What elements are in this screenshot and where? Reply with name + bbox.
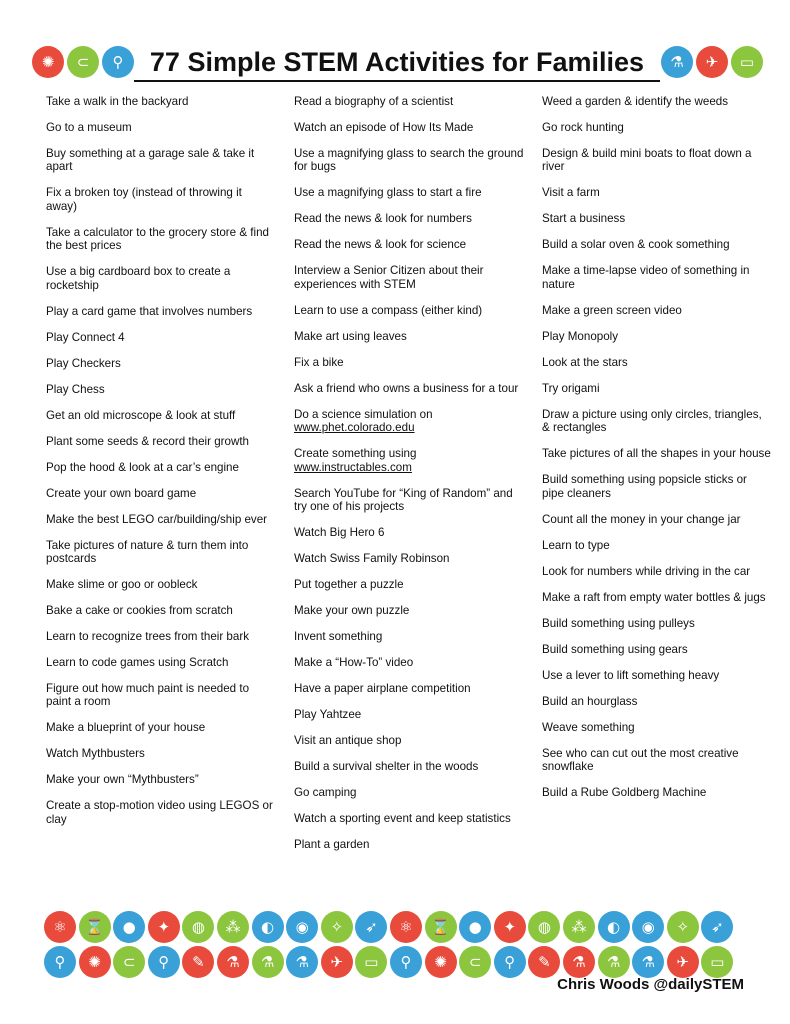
chalkboard-icon: [731, 46, 763, 78]
test-tube-icon: [661, 46, 693, 78]
author-credit: Chris Woods @dailySTEM: [557, 976, 744, 993]
activity-item: [542, 121, 772, 134]
activity-item: [542, 747, 772, 774]
activity-item: [542, 447, 772, 460]
activity-item: [294, 330, 524, 343]
activity-text: Look at the stars: [542, 355, 628, 369]
activity-item: [294, 838, 524, 851]
activity-item: [294, 304, 524, 317]
lightbulb-icon: [148, 911, 180, 943]
activity-text: Watch a sporting event and keep statistics: [294, 812, 511, 826]
activity-item: [46, 331, 276, 344]
activity-item: [46, 186, 276, 213]
activity-text: Make your own puzzle: [294, 604, 410, 618]
icon-glyph: ✺: [41, 52, 55, 71]
activity-item: [294, 147, 524, 174]
activity-text: Use a magnifying glass to search the ground for bugs: [294, 147, 524, 174]
activity-text: Learn to code games using Scratch: [46, 656, 229, 670]
icon-glyph: ✦: [503, 917, 517, 936]
activity-item: [46, 656, 276, 669]
icon-glyph: ⁂: [571, 917, 587, 936]
pencil-icon: [182, 946, 214, 978]
icon-glyph: ⚲: [54, 952, 66, 971]
test-tube-icon: [632, 946, 664, 978]
activity-text: Build an hourglass: [542, 694, 638, 708]
atom-icon: [44, 911, 76, 943]
activity-item: [294, 121, 524, 134]
gear-icon: [425, 946, 457, 978]
activity-item: [542, 591, 772, 604]
activity-item: [46, 226, 276, 253]
activity-item: [542, 330, 772, 343]
activity-text: Get an old microscope & look at stuff: [46, 408, 236, 422]
activity-text: Build something using pulleys: [542, 616, 695, 630]
hourglass-icon: [79, 911, 111, 943]
activity-item: [294, 812, 524, 825]
activity-item: [542, 786, 772, 799]
activity-text: Plant a garden: [294, 838, 370, 852]
icon-glyph: ◍: [537, 917, 551, 936]
satellite-icon: [321, 911, 353, 943]
activity-item: [294, 447, 524, 474]
icon-glyph: ⊂: [122, 952, 136, 971]
activity-item: [294, 708, 524, 721]
icon-glyph: ⚗: [226, 952, 240, 971]
rocket-icon: [701, 911, 733, 943]
activity-text: Go rock hunting: [542, 121, 624, 134]
activity-text: Take pictures of nature & turn them into postcards: [46, 538, 249, 566]
activity-text: Take a walk in the backyard: [46, 95, 189, 108]
activity-item: [294, 356, 524, 369]
activity-text: Take a calculator to the grocery store & find the best prices: [46, 225, 269, 253]
activity-text: Start a business: [542, 212, 626, 226]
activity-text: Make slime or goo or oobleck: [46, 578, 198, 592]
activity-text: Design & build mini boats to float down a river: [542, 147, 752, 174]
flask-icon: [217, 946, 249, 978]
activity-text: Look for numbers while driving in the car: [542, 564, 751, 578]
activity-item: [542, 304, 772, 317]
magnet-icon: [113, 946, 145, 978]
activity-column-3: [542, 95, 772, 812]
activity-text: Make a blueprint of your house: [46, 721, 206, 735]
molecule-icon: [217, 911, 249, 943]
activity-item: [294, 656, 524, 669]
lightbulb-icon: [494, 911, 526, 943]
activity-item: [46, 539, 276, 566]
activity-text: Play Chess: [46, 382, 105, 396]
activity-text: Visit a farm: [542, 186, 600, 200]
activity-item: [294, 487, 524, 514]
activity-text: Make the best LEGO car/building/ship ever: [46, 512, 268, 526]
icon-glyph: ⚛: [399, 917, 413, 936]
planet-icon: [598, 911, 630, 943]
activity-item: [46, 305, 276, 318]
activity-item: [542, 408, 772, 435]
activity-item: [542, 356, 772, 369]
microscope-icon: [148, 946, 180, 978]
activity-text: Plant some seeds & record their growth: [46, 434, 249, 448]
activity-item: [46, 147, 276, 174]
activity-item: [542, 264, 772, 291]
activity-item: [46, 409, 276, 422]
ufo-icon: [321, 946, 353, 978]
pencil-icon: [528, 946, 560, 978]
activity-text: Fix a broken toy (instead of throwing it away): [46, 186, 242, 213]
activity-item: [46, 682, 276, 709]
gear-icon: [32, 46, 64, 78]
activity-item: [294, 526, 524, 539]
flask-icon: [563, 946, 595, 978]
activity-text: Make a raft from empty water bottles & jugs: [542, 590, 766, 604]
activity-text: Use a magnifying glass to start a fire: [294, 186, 482, 200]
activity-text: Have a paper airplane competition: [294, 682, 471, 696]
activity-text: Draw a picture using only circles, triangles, & rectangles: [542, 407, 762, 435]
activity-item: [542, 238, 772, 251]
activity-item: [294, 630, 524, 643]
activity-item: [294, 578, 524, 591]
activity-text: Watch Big Hero 6: [294, 526, 385, 540]
page-title: 77 Simple STEM Activities for Families: [134, 44, 660, 82]
activity-text: Watch an episode of How Its Made: [294, 121, 474, 134]
activity-item: [542, 565, 772, 578]
icon-glyph: ✈: [705, 52, 719, 71]
icon-glyph: ⁂: [225, 917, 241, 936]
icon-glyph: ➶: [365, 917, 378, 936]
icon-glyph: ⊂: [468, 952, 482, 971]
gear-icon: [79, 946, 111, 978]
website-link[interactable]: www.phet.colorado.edu: [294, 421, 415, 435]
activity-text: Count all the money in your change jar: [542, 512, 741, 526]
activity-text: Use a lever to lift something heavy: [542, 668, 720, 682]
activity-item: [542, 513, 772, 526]
activity-item: [542, 473, 772, 500]
beaker-icon: [598, 946, 630, 978]
hourglass-icon: [425, 911, 457, 943]
activity-item: [46, 121, 276, 134]
footer-icon-row-1: [44, 911, 744, 943]
activity-text: See who can cut out the most creative snowflake: [542, 746, 739, 774]
beaker-icon: [252, 946, 284, 978]
activity-text: Take pictures of all the shapes in your house: [542, 447, 771, 461]
activity-text: Weed a garden & identify the weeds: [542, 95, 729, 108]
activity-text: Learn to use a compass (either kind): [294, 303, 483, 317]
activity-text: Create something using: [294, 447, 417, 461]
activity-item: [46, 578, 276, 591]
activity-text: Use a big cardboard box to create a rocketship: [46, 265, 231, 292]
globe-icon: [528, 911, 560, 943]
activity-text: Make art using leaves: [294, 329, 407, 343]
icon-glyph: ✺: [434, 952, 447, 971]
icon-glyph: ✎: [538, 952, 551, 971]
activity-text: Search YouTube for “King of Random” and try one of his projects: [294, 486, 513, 514]
activity-item: [294, 734, 524, 747]
activity-text: Ask a friend who owns a business for a tour: [294, 381, 519, 395]
icon-glyph: ✦: [157, 917, 171, 936]
icon-glyph: ⚛: [53, 917, 67, 936]
activity-item: [46, 265, 276, 292]
icon-glyph: ⚗: [670, 52, 684, 71]
icon-glyph: ⚲: [400, 952, 412, 971]
activity-text: Build something using popsicle sticks or pipe cleaners: [542, 473, 747, 500]
activity-text: Build a solar oven & cook something: [542, 238, 730, 252]
apple-icon: [113, 911, 145, 943]
activity-text: Play Monopoly: [542, 329, 619, 343]
icon-glyph: ⚗: [260, 952, 275, 971]
microscope-icon: [102, 46, 134, 78]
activity-text: Make a time-lapse video of something in nature: [542, 264, 750, 291]
icon-glyph: ⌛: [431, 917, 450, 936]
activity-item: [46, 513, 276, 526]
activity-column-1: [46, 95, 276, 839]
icon-glyph: ⚗: [606, 952, 621, 971]
globe-icon: [182, 911, 214, 943]
activity-text: Play Connect 4: [46, 330, 125, 344]
activity-item: [46, 630, 276, 643]
icon-glyph: ➶: [711, 917, 724, 936]
ufo-icon: [696, 46, 728, 78]
activity-text: Fix a bike: [294, 355, 344, 369]
activity-text: Try origami: [542, 381, 600, 395]
icon-glyph: ◉: [295, 917, 309, 936]
activity-item: [46, 435, 276, 448]
icon-glyph: ●: [468, 917, 482, 936]
activity-item: [46, 461, 276, 474]
activity-text: Read a biography of a scientist: [294, 95, 454, 108]
activity-item: [46, 721, 276, 734]
activity-item: [46, 95, 276, 108]
activity-item: [46, 357, 276, 370]
activity-item: [542, 643, 772, 656]
activity-text: Build a Rube Goldberg Machine: [542, 786, 707, 800]
magnet-icon: [459, 946, 491, 978]
molecule-icon: [563, 911, 595, 943]
atom-icon: [390, 911, 422, 943]
activity-item: [294, 682, 524, 695]
activity-item: [46, 799, 276, 826]
icon-glyph: ✧: [330, 917, 344, 936]
activity-text: Make a “How-To” video: [294, 656, 414, 670]
magnifier-icon: [390, 946, 422, 978]
activity-item: [542, 721, 772, 734]
activity-item: [542, 382, 772, 395]
activity-text: Watch Mythbusters: [46, 747, 145, 761]
earth-icon: [286, 911, 318, 943]
footer-icon-row-2: [44, 946, 744, 978]
activity-text: Do a science simulation on: [294, 407, 433, 421]
activity-item: [542, 147, 772, 174]
icon-glyph: ⌛: [85, 917, 104, 936]
activity-item: [46, 487, 276, 500]
activity-text: Play a card game that involves numbers: [46, 304, 253, 318]
activity-text: Put together a puzzle: [294, 578, 404, 592]
icon-glyph: ◉: [641, 917, 655, 936]
apple-icon: [459, 911, 491, 943]
activity-text: Weave something: [542, 720, 635, 734]
activity-item: [46, 773, 276, 786]
activity-text: Build something using gears: [542, 642, 688, 656]
magnifier-icon: [44, 946, 76, 978]
test-tube-icon: [286, 946, 318, 978]
icon-glyph: ✧: [676, 917, 690, 936]
website-link[interactable]: www.instructables.com: [294, 460, 412, 474]
activity-text: Play Checkers: [46, 356, 121, 370]
activity-text: Create your own board game: [46, 486, 197, 500]
icon-glyph: ◐: [261, 917, 275, 936]
activity-text: Learn to recognize trees from their bark: [46, 630, 249, 644]
activity-item: [294, 786, 524, 799]
activity-item: [294, 552, 524, 565]
ufo-icon: [667, 946, 699, 978]
icon-glyph: ⚗: [295, 952, 309, 971]
activity-item: [294, 95, 524, 108]
header: [0, 42, 790, 86]
activity-text: Interview a Senior Citizen about their experiences with STEM: [294, 264, 484, 291]
activity-text: Play Yahtzee: [294, 708, 362, 722]
magnet-icon: [67, 46, 99, 78]
activity-text: Learn to type: [542, 538, 610, 552]
satellite-icon: [667, 911, 699, 943]
activity-item: [46, 747, 276, 760]
activity-text: Buy something at a garage sale & take it apart: [46, 147, 255, 174]
activity-item: [542, 539, 772, 552]
activity-text: Pop the hood & look at a car’s engine: [46, 460, 239, 474]
icon-glyph: ●: [122, 917, 136, 936]
activity-item: [46, 604, 276, 617]
activity-text: Make a green screen video: [542, 303, 682, 317]
activity-text: Read the news & look for science: [294, 238, 467, 252]
activity-item: [542, 212, 772, 225]
icon-glyph: ◐: [607, 917, 621, 936]
activity-text: Go camping: [294, 786, 357, 800]
activity-item: [542, 695, 772, 708]
icon-glyph: ⚲: [158, 952, 170, 971]
earth-icon: [632, 911, 664, 943]
activity-item: [294, 382, 524, 395]
activity-text: Make your own “Mythbusters”: [46, 773, 199, 787]
activity-item: [294, 408, 524, 435]
icon-glyph: ⚗: [641, 952, 655, 971]
activity-text: Figure out how much paint is needed to paint a room: [46, 682, 250, 709]
activity-text: Watch Swiss Family Robinson: [294, 552, 450, 566]
icon-glyph: ✺: [88, 952, 101, 971]
activity-text: Go to a museum: [46, 121, 132, 134]
activity-item: [542, 617, 772, 630]
icon-glyph: ✈: [676, 952, 690, 971]
activity-item: [294, 238, 524, 251]
microscope-icon: [494, 946, 526, 978]
activity-item: [294, 604, 524, 617]
activity-text: Invent something: [294, 630, 383, 644]
planet-icon: [252, 911, 284, 943]
icon-glyph: ⚲: [112, 52, 124, 71]
icon-glyph: ⚲: [504, 952, 516, 971]
activity-item: [542, 95, 772, 108]
activity-item: [294, 264, 524, 291]
icon-glyph: ✎: [192, 952, 205, 971]
activity-item: [542, 669, 772, 682]
activity-column-2: [294, 95, 524, 864]
icon-glyph: ⚗: [572, 952, 586, 971]
icon-glyph: ✈: [330, 952, 344, 971]
activity-item: [294, 760, 524, 773]
activity-text: Visit an antique shop: [294, 734, 402, 748]
icon-glyph: ◍: [191, 917, 205, 936]
activity-item: [294, 186, 524, 199]
activity-text: Build a survival shelter in the woods: [294, 760, 479, 774]
activity-text: Read the news & look for numbers: [294, 212, 472, 226]
icon-glyph: ⊂: [76, 52, 90, 71]
icon-glyph: ▭: [710, 952, 725, 971]
icon-glyph: ▭: [739, 52, 755, 71]
icon-glyph: ▭: [364, 952, 379, 971]
activity-text: Create a stop-motion video using LEGOS or clay: [46, 799, 273, 826]
chalkboard-icon: [701, 946, 733, 978]
activity-item: [542, 186, 772, 199]
activity-text: Bake a cake or cookies from scratch: [46, 604, 233, 618]
chalkboard-icon: [355, 946, 387, 978]
rocket-icon: [355, 911, 387, 943]
activity-item: [294, 212, 524, 225]
activity-item: [46, 383, 276, 396]
